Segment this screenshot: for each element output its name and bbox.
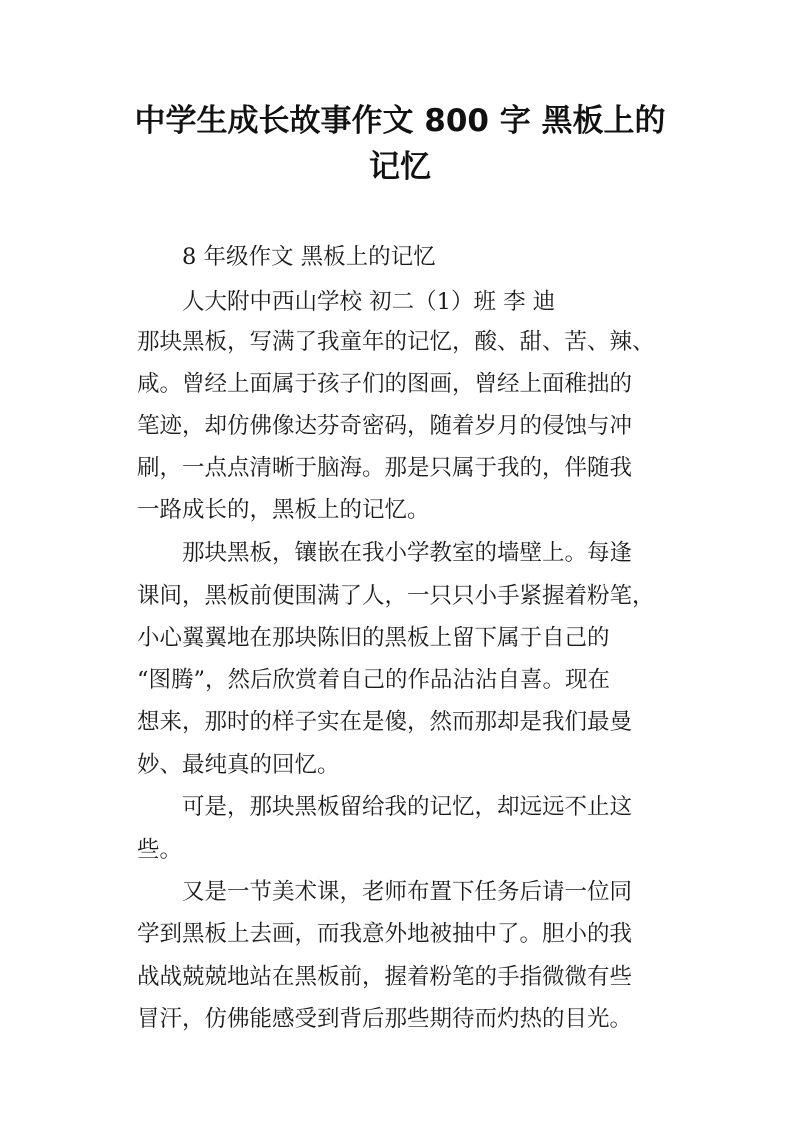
paragraph-1-line: 笔迹，却仿佛像达芬奇密码，随着岁月的侵蚀与冲 bbox=[137, 413, 633, 439]
paragraph-2-line: 想来，那时的样子实在是傻，然而那却是我们最曼 bbox=[137, 709, 633, 735]
paragraph-3-line: 可是，那块黑板留给我的记忆，却远远不止这 bbox=[182, 794, 633, 820]
paragraph-4-line: 又是一节美术课，老师布置下任务后请一位同 bbox=[182, 879, 633, 905]
paragraph-4-line: 冒汗，仿佛能感受到背后那些期待而灼热的目光。 bbox=[137, 1006, 633, 1032]
paragraph-2-line: “图腾”，然后欣赏着自己的作品沾沾自喜。现在 bbox=[137, 667, 611, 693]
title-line-2: 记忆 bbox=[369, 149, 431, 185]
title-line-1: 中学生成长故事作文 800 字 黑板上的 bbox=[134, 103, 666, 139]
document-title bbox=[100, 98, 700, 190]
paragraph-1-line: 咸。曾经上面属于孩子们的图画，曾经上面稚拙的 bbox=[137, 371, 633, 397]
paragraph-1-line: 那块黑板，写满了我童年的记忆，酸、甜、苦、辣、 bbox=[137, 329, 655, 355]
essay-subtitle: 8 年级作文 黑板上的记忆 bbox=[182, 244, 436, 270]
author-line: 人大附中西山学校 初二（1）班 李 迪 bbox=[182, 289, 556, 315]
paragraph-4-line: 战战兢兢地站在黑板前，握着粉笔的手指微微有些 bbox=[137, 964, 633, 990]
paragraph-2-line: 妙、最纯真的回忆。 bbox=[137, 752, 340, 778]
paragraph-2-line: 那块黑板，镶嵌在我小学教室的墙壁上。每逢 bbox=[182, 540, 633, 566]
paragraph-4-line: 学到黑板上去画，而我意外地被抽中了。胆小的我 bbox=[137, 921, 633, 947]
paragraph-2-line: 小心翼翼地在那块陈旧的黑板上留下属于自己的 bbox=[137, 625, 610, 651]
paragraph-1-line: 一路成长的，黑板上的记忆。 bbox=[137, 497, 430, 523]
paragraph-2-line: 课间，黑板前便围满了人，一只只小手紧握着粉笔， bbox=[137, 583, 655, 609]
paragraph-1-line: 刷，一点点清晰于脑海。那是只属于我的，伴随我 bbox=[137, 455, 633, 481]
paragraph-3-line: 些。 bbox=[137, 837, 183, 863]
